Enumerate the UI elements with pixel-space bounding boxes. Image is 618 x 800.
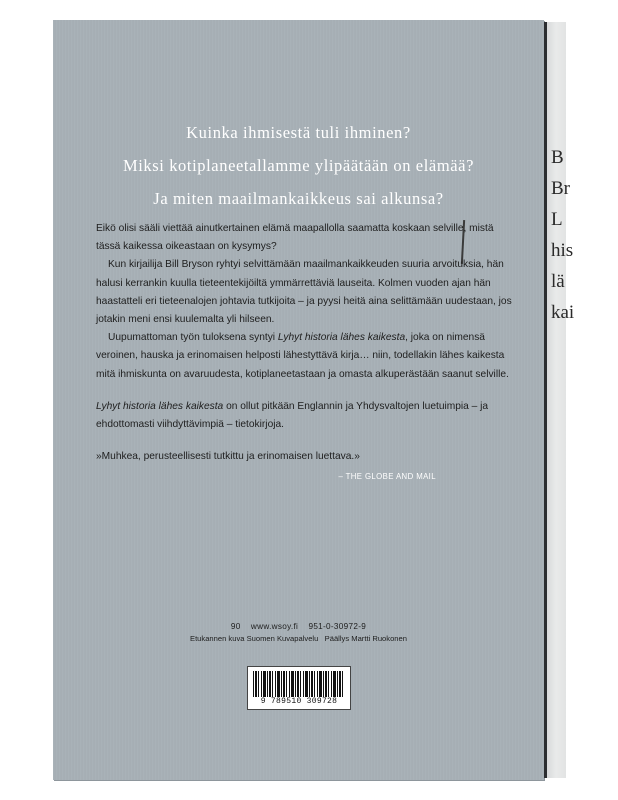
blurb-paragraph-4 (96, 398, 516, 434)
book-spine (544, 22, 575, 778)
barcode (247, 666, 351, 710)
blurb-paragraph-2: Kun kirjailija Bill Bryson ryhtyi selvittämään maailmankaikkeuden suuria arvoituksia, hän halusi kerrankin kuulla tieteentekijöiltä ymmärrettäviä lauseita. Kolmen vuoden ajan hän haastatteli eri tieteenalojen johtavia tutkijoita – ja pyysi heitä aina selittämään uudestaan, jos jotakin meni ensi kuulemalta yli hilseen. (96, 259, 512, 326)
question-3: Ja miten maailmankaikkeus sai alkunsa? (153, 189, 444, 208)
blurb-paragraph-3-start: Uupumattoman työn tuloksena syntyi (108, 332, 278, 344)
question-1: Kuinka ihmisestä tuli ihminen? (186, 123, 411, 142)
blurb-paragraph-4-end: on ollut pitkään Englannin ja Yhdysvaltojen luetuimpia – ja ehdottomasti viihdyttävimpiä – tietokirjoja. (96, 400, 489, 431)
blurb-paragraph-3-end: , joka on nimensä veroinen, hauska ja erinomaisen helposti lähestyttävä kirja… niin, todellakin lähes kaikesta mitä ihmiskunta on avaruudesta, kotiplaneetastaan ja omasta alkuperästään saanut selville. (96, 332, 509, 380)
blurb-text (96, 220, 516, 487)
review-source: – THE GLOBE AND MAIL (338, 472, 436, 482)
cover-credits: Etukannen kuva Suomen Kuvapalvelu Päällys Martti Ruokonen (190, 634, 407, 643)
isbn-line: 90 www.wsoy.fi 951-0-30972-9 (230, 622, 367, 631)
cover-questions (53, 116, 544, 215)
barcode-number: 9 789510 309728 (260, 697, 338, 706)
barcode-bars (253, 671, 345, 697)
blurb-paragraph-3 (96, 329, 516, 384)
spine-title-text: B Br L his lä kai (551, 147, 575, 323)
book-back-cover (53, 20, 544, 780)
blurb-paragraph-1: Eikö olisi sääli viettää ainutkertainen elämä maapallolla saamatta koskaan selville, mistä tässä kaikessa oikeastaan on kysymys? (96, 223, 494, 253)
question-2: Miksi kotiplaneetallamme ylipäätään on elämää? (122, 156, 475, 175)
review-quote: »Muhkea, perusteellisesti tutkittu ja erinomaisen luettava.» (96, 451, 360, 463)
book-title-italic: Lyhyt historia lähes kaikesta (277, 332, 406, 344)
book-title-italic: Lyhyt historia lähes kaikesta (96, 400, 224, 412)
publisher-info (53, 622, 544, 643)
